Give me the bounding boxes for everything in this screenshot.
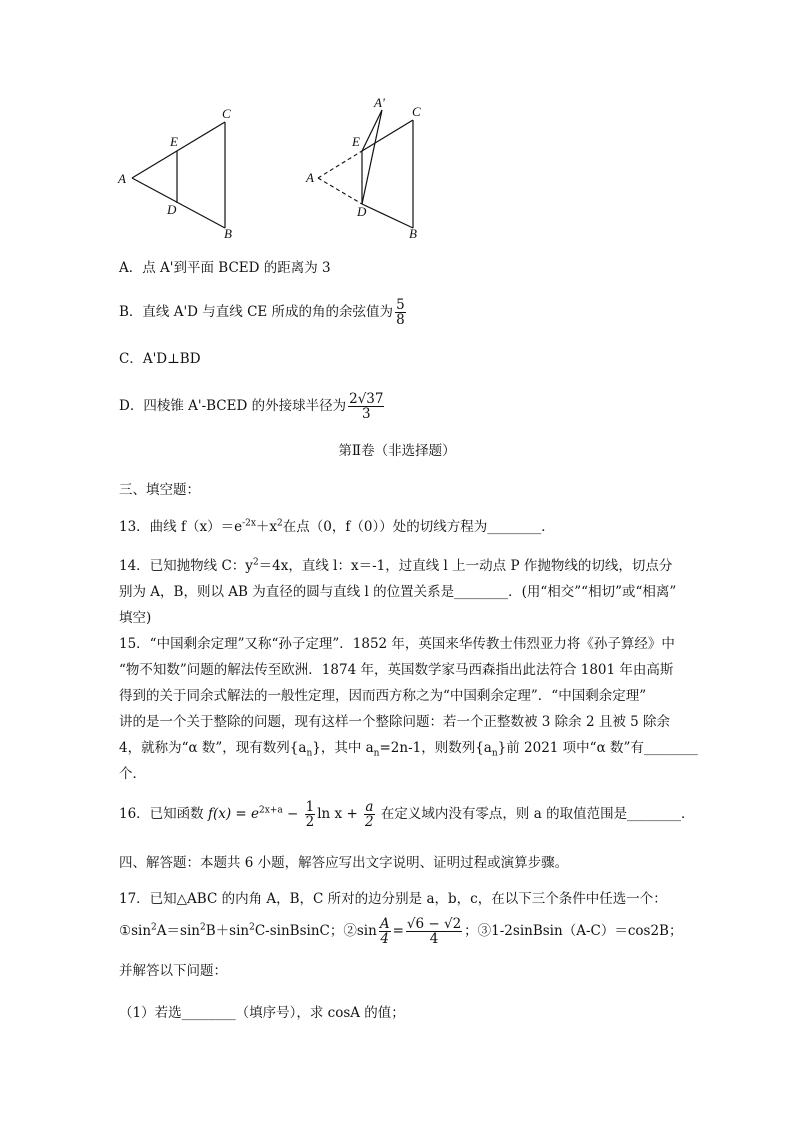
label-A: A xyxy=(306,170,314,185)
question-14-line1: 14．已知抛物线 C：$y^2=4x$，直线 l：x＝-1，过直线 l 上一动点 P 作抛物线的切线，切点分 xyxy=(119,557,673,574)
label-A: A xyxy=(118,171,126,186)
question-17-conditions: $①\sin^2A=\sin^2B+\sin^2C$-sinBsinC；②sin $\frac{A}{4}$ = $\frac{√6 - √2}{4}$ ；③1-2sinBsin（A-C）＝cos2B； xyxy=(119,916,683,947)
label-C: C xyxy=(412,104,421,119)
figure-right xyxy=(300,94,440,244)
fraction: $\frac{a}{2}$ xyxy=(365,799,374,830)
label-D: D xyxy=(167,202,177,217)
option-a: A．点 A'到平面 BCED 的距离为 3 xyxy=(119,260,331,276)
option-c: C．A'D⊥BD xyxy=(119,351,201,367)
label-A-prime: A' xyxy=(374,95,385,110)
section-title: 第Ⅱ卷（非选择题） xyxy=(338,443,456,459)
label-B: B xyxy=(409,226,417,241)
fraction: $\frac{5}{8}$ xyxy=(396,297,405,328)
question-16: 16．已知函数 $f(x) = e^{2x+a}$ − $\frac{1}{2}$ ln x + $\frac{a}{2}$ 在定义域内没有零点，则 a 的取值范围是________． xyxy=(119,799,695,830)
fraction: $\frac{1}{2}$ xyxy=(305,799,315,830)
fraction: $\frac{√6 - √2}{4}$ xyxy=(406,916,462,947)
question-14-line2: 别为 A，B，则以 AB 为直径的圆与直线 l 的位置关系是________．(用“相交”“相切”或“相离” xyxy=(119,584,677,600)
label-E: E xyxy=(170,134,178,149)
option-d: D．四棱锥 A'-BCED 的外接球半径为 $\frac{2√37}{3}$ xyxy=(119,391,384,422)
question-17-line1: 17．已知△ABC 的内角 A，B，C 所对的边分别是 a，b，c，在以下三个条件中任选一个： xyxy=(119,891,667,907)
question-17-line3: 并解答以下问题： xyxy=(119,963,227,979)
label-C: C xyxy=(222,106,231,121)
question-15-line1: 15．“中国剩余定理”又称“孙子定理”．1852 年，英国来华传教士伟烈亚力将《孙子算经》中 xyxy=(119,636,675,652)
question-15-line3: 得到的关于同余式解法的一般性定理，因而西方称之为“中国剩余定理”．“中国剩余定理” xyxy=(119,688,647,704)
question-15-line5: 4，就称为“α 数”，现有数列$\{a_n\}$，其中 $a_n=2n-1$，则数列$\{a_n\}$前 2021 项中“α 数”有________ xyxy=(119,740,698,759)
question-15-line2: “物不知数”问题的解法传至欧洲．1874 年，英国数学家马西森指出此法符合 1801 年由高斯 xyxy=(119,662,674,678)
part4-title: 四、解答题：本题共 6 小题，解答应写出文字说明、证明过程或演算步骤。 xyxy=(119,855,569,871)
question-17-part1: （1）若选________（填序号），求 cosA 的值； xyxy=(119,1005,405,1021)
option-b: B．直线 A'D 与直线 CE 所成的角的余弦值为 $\frac{5}{8}$ xyxy=(119,297,405,328)
fraction: $\frac{A}{4}$ xyxy=(379,916,390,947)
question-15-line4: 讲的是一个关于整除的问题，现有这样一个整除问题：若一个正整数被 3 除余 2 且被 5 除余 xyxy=(119,714,671,730)
question-15-line6: 个． xyxy=(119,766,146,782)
fraction: $\frac{2√37}{3}$ xyxy=(349,391,384,422)
label-B: B xyxy=(224,226,232,241)
label-D: D xyxy=(357,204,367,219)
part3-title: 三、填空题： xyxy=(119,482,200,498)
figure-left xyxy=(112,100,262,245)
label-E: E xyxy=(352,134,360,149)
question-14-line3: 填空) xyxy=(119,610,152,626)
question-13: 13．曲线 $f(x)=e^{-2x}+x^2$在点（0，f（0））处的切线方程为________． xyxy=(119,518,555,535)
